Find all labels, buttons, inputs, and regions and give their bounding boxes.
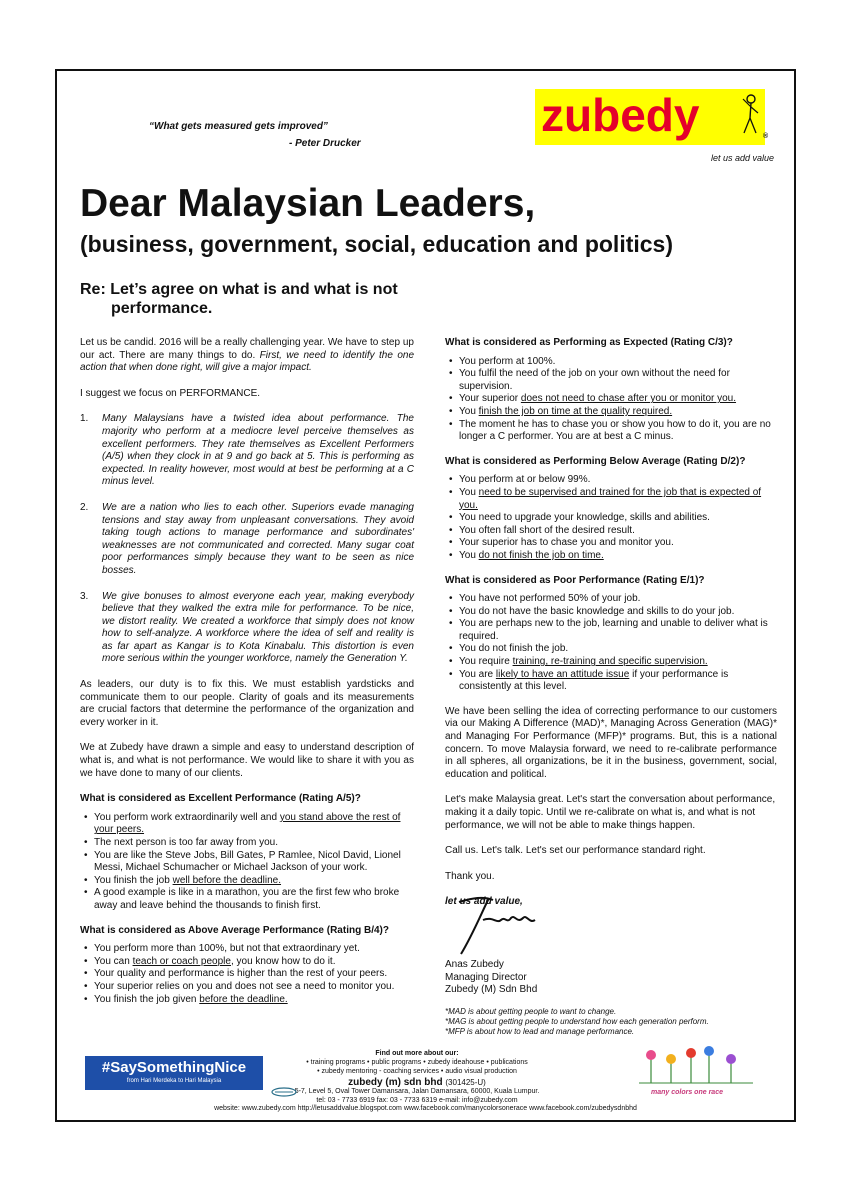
point-number: 1. [80,413,89,425]
point-number: 2. [80,501,89,513]
bullet-text: , you know how to do it. [230,955,336,967]
stick-figure-icon [741,93,761,135]
list-item: • You need to upgrade your knowledge, skills and abilities. [445,512,777,525]
list-item [445,550,777,563]
list-item: • You are perhaps new to the job, learning and unable to deliver what is required. [445,618,777,643]
logo-tagline: let us add value [711,153,775,163]
bullet-text: You can [94,955,133,967]
list-item: • Your superior relies on you and does not see a need to monitor you. [80,981,414,994]
right-column [445,337,777,915]
list-item [445,406,777,419]
company-line [257,1078,577,1087]
bullet-underlined: before the deadline. [199,993,288,1005]
bullet-underlined: need to be supervised and trained for the job that is expected of you. [459,486,762,511]
above-heading: What is considered as Above Average Performance (Rating B/4)? [80,924,389,936]
bullet-text: You finish the job given [94,993,200,1005]
intro-emphasis: First, we need to identify the one action that when done right, will give a major impact. [80,349,415,374]
page-title: Dear Malaysian Leaders, [80,182,536,225]
quote-author: - Peter Drucker [289,138,361,149]
list-item [80,994,414,1007]
list-item: • A good example is like in a marathon, you are the first few who broke away and leave behind the thousands to finish first. [80,887,414,912]
list-item: • You perform more than 100%, but not that extraordinary yet. [80,943,414,956]
list-item: • The next person is too far away from you. [80,837,414,850]
company-reg: (301425-U) [445,1078,486,1087]
list-item: • You have not performed 50% of your job. [445,593,777,606]
excellent-list [80,812,414,913]
list-item [445,656,777,669]
point-item [80,502,414,578]
point-item [80,591,414,667]
bullet-text: You perform work extraordinarily well and [94,811,280,823]
bullet-underlined: does not need to chase after you or monitor you. [520,393,737,405]
below-list [445,474,777,562]
list-item [445,393,777,406]
footnote: *MFP is about how to lead and manage performance. [445,1027,635,1036]
list-item: • You perform at or below 99%. [445,474,777,487]
duty-paragraph: As leaders, our duty is to fix this. We must establish yardsticks and communicate them to our people. Clarity of goals and its measurements are crucial factors that determine the performance of the organization and every worker in it. [80,679,414,728]
footer-info [257,1049,577,1105]
list-item: • Your superior has to chase you and monitor you. [445,537,777,550]
left-column [80,337,414,1018]
list-item [80,875,414,888]
quote-text: “What gets measured gets improved” [149,121,328,132]
bullet-text: You require [459,656,513,668]
hashtag-banner [85,1056,263,1090]
bullet-underlined: finish the job on time at the quality required. [478,405,673,417]
list-item [80,956,414,969]
suggest-paragraph: I suggest we focus on PERFORMANCE. [80,387,261,399]
signoff: let us add value, [445,896,523,908]
hashtag-text: #SaySomethingNice [101,1059,247,1076]
bullet-text: You [459,405,479,417]
intro-text: Let us be candid. 2016 will be a really challenging year. We have to step up our act. There are many things to do. [80,337,414,361]
logo-wordmark: zubedy [541,89,700,141]
below-heading: What is considered as Performing Below Average (Rating D/2)? [445,455,746,467]
company-name: zubedy (m) sdn bhd [348,1077,443,1088]
bullet-underlined: likely to have an attitude issue [495,668,630,680]
flowers-logo-icon [635,1043,765,1095]
list-item: • You do not have the basic knowledge and skills to do your job. [445,606,777,619]
list-item [445,669,777,694]
list-item: • You do not finish the job. [445,643,777,656]
list-item: • You perform at 100%. [445,356,777,369]
point-item [80,413,414,489]
signer-role: Managing Director [445,971,527,983]
services-line: • zubedy mentoring - coaching services • audio visual production [317,1068,517,1075]
selling-paragraph: We have been selling the idea of correcting performance to our customers via our Making A Difference (MAD)*, Managing Across Generation (MAG)* and Managing For Performance (MFP)* programs. But, this is a national concern. To move Malaysia forward, we need to re-calibrate performance in all spheres, all organizations, be it in the business, government, social, education and political. [445,705,777,780]
bullet-text: You finish the job [94,874,173,886]
websites-line: website: www.zubedy.com http://letusaddvalue.blogspot.com www.facebook.com/manycolorsonerace www.facebook.com/zubedysdnbhd [214,1105,637,1112]
list-item: • The moment he has to chase you or show you how to do it, you are no longer a C performer. You are at best a C minus. [445,419,777,444]
point-text: Many Malaysians have a twisted idea about performance. The majority who perform at a mediocre level perceive themselves as excellent performers. They rate themselves as Excellent Performers (A/5) when they clock in at 9 and go back at 5. This is performing as expected. In reality however, most would at best be performing at a C minus level. [102,413,414,488]
list-item: • You fulfil the need of the job on your own without the need for supervision. [445,368,777,393]
registered-mark: ® [763,133,769,140]
poor-heading: What is considered as Poor Performance (Rating E/1)? [445,574,705,586]
building-logo-icon [271,1087,297,1097]
point-text: We give bonuses to almost everyone each year, making everybody believe that they walked the extra mile for performance. To be nice, we distort reality. We created a workforce that simply does not know how to self-analyze. A workforce where the idea of self and reality is as far apart as Kangar is to Kota Kinabalu. This distortion is even more serious within the younger workforce, namely the Generation Y. [102,590,414,665]
list-item [445,487,777,512]
signer-company: Zubedy (M) Sdn Bhd [445,984,538,995]
signature-image [453,894,563,960]
hashtag-subtext: from Hari Merdeka to Hari Malaysia [126,1078,222,1084]
excellent-heading: What is considered as Excellent Performance (Rating A/5)? [80,793,361,805]
services-line: • training programs • public programs • zubedy ideahouse • publications [306,1059,528,1066]
expected-heading: What is considered as Performing as Expected (Rating C/3)? [445,337,733,348]
footnote: *MAD is about getting people to want to change. [445,1007,617,1016]
numbered-points [80,413,414,666]
bullet-underlined: well before the deadline. [172,874,282,886]
re-line-1: Re: Let’s agree on what is and what is not [80,281,398,298]
point-text: We are a nation who lies to each other. Superiors evade managing tensions and stay away from unpleasant conversations. They avoid taking tough actions to manage performance and subordinates' weaknesses are not communicated and corrected. Many sugar coat poor performances simply because they want to be seen as nice bosses. [102,501,414,576]
contact-line: tel: 03 - 7733 6919 fax: 03 - 7733 6319 e-mail: info@zubedy.com [316,1097,518,1104]
expected-list [445,356,777,444]
bullet-underlined: you stand above the rest of your peers. [94,811,401,836]
poor-list [445,593,777,694]
bullet-text: You [459,549,479,561]
bullet-text: if your performance is consistently at this level. [459,668,729,693]
bullet-underlined: do not finish the job on time. [478,549,604,561]
bullet-text: You [459,486,479,498]
great-paragraph: Let's make Malaysia great. Let's start the conversation about performance, making it a daily topic. Until we re-calibrate on what is, and what is not performance, we will not be able to make things happen. [445,794,776,831]
address-line: 5-7, Level 5, Oval Tower Damansara, Jalan Damansara, 60000, Kuala Lumpur. [294,1088,540,1095]
bullet-underlined: training, re-training and specific supervision. [512,656,708,668]
drawn-paragraph: We at Zubedy have drawn a simple and easy to understand description of what is, and what is not performance. We would like to share it with you as we have done to many of our clients. [80,742,414,779]
bullet-text: You are [459,668,496,680]
signature-block [445,959,537,997]
poster-frame [55,69,796,1122]
list-item: • Your quality and performance is higher than the rest of your peers. [80,968,414,981]
mcor-text: many colors one race [651,1089,723,1096]
bullet-underlined: teach or coach people [132,955,231,967]
find-out-label: Find out more about our: [375,1050,459,1057]
re-line-2: performance. [111,300,213,317]
intro-paragraph [80,337,414,375]
point-number: 3. [80,590,89,602]
footnotes [445,1007,709,1037]
list-item: • You are like the Steve Jobs, Bill Gates, P Ramlee, Nicol David, Lionel Messi, Michael Schumacher or Michael Jackson of your work. [80,850,414,875]
call-paragraph: Call us. Let's talk. Let's set our performance standard right. [445,845,706,857]
bullet-text: Your superior [459,393,521,405]
above-list [80,943,414,1006]
thanks-paragraph: Thank you. [445,870,495,882]
list-item [80,812,414,837]
footnote: *MAG is about getting people to understand how each generation perform. [445,1017,709,1026]
signer-name: Anas Zubedy [445,959,504,970]
list-item: • You often fall short of the desired result. [445,525,777,538]
page-subtitle: (business, government, social, education and politics) [80,231,674,257]
